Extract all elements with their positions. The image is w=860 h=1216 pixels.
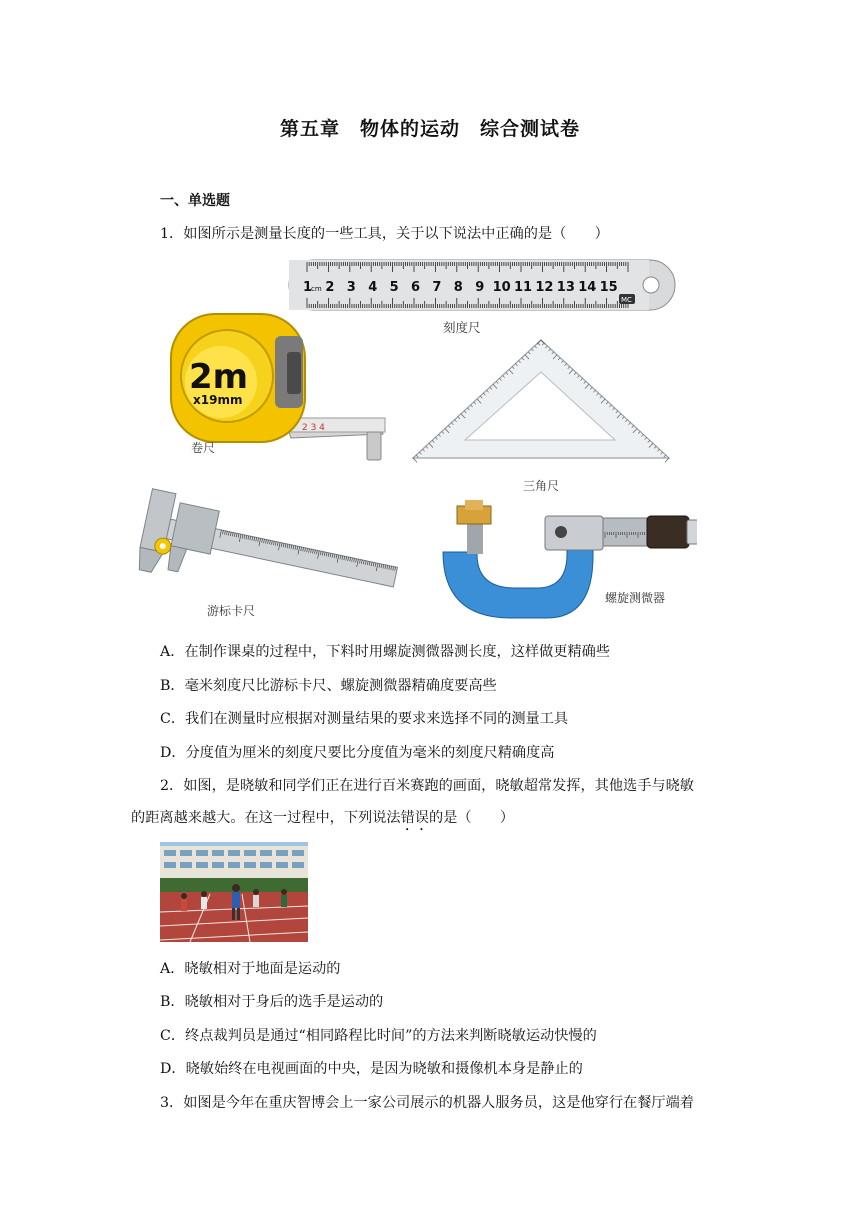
page-title: 第五章 物体的运动 综合测试卷 (279, 118, 580, 140)
tape-measure (171, 314, 385, 460)
caliper-caption: 游标卡尺 (207, 604, 256, 618)
ruler-caption: 刻度尺 (443, 320, 481, 335)
vernier-caliper (135, 489, 402, 622)
ruler-number: 12 (535, 280, 554, 295)
ruler-number: 6 (411, 280, 421, 295)
question-1-option-b: B．毫米刻度尺比游标卡尺、螺旋测微器精确度要高些 (160, 678, 497, 694)
triangle-caption: 三角尺 (523, 479, 560, 493)
question-2-stem-line-2 (131, 808, 514, 834)
question-1-option-c: C．我们在测量时应根据对测量结果的要求来选择不同的测量工具 (160, 711, 569, 727)
question-2-option-d: D．晓敏始终在电视画面的中央，是因为晓敏和摄像机本身是静止的 (160, 1061, 583, 1077)
tape-blade-digits: 2 3 4 (302, 423, 325, 433)
scale-tick (665, 458, 669, 462)
ruler-first-number: 1 (303, 280, 313, 295)
ruler-number: 4 (368, 280, 378, 295)
question-2-emphasis: 错误 (400, 810, 429, 826)
ruler-number: 11 (514, 280, 533, 295)
ruler-number: 15 (599, 280, 618, 295)
ruler-unit: cm (311, 285, 322, 293)
micrometer-caption: 螺旋测微器 (605, 591, 666, 605)
question-2-stem-before: 的距离越来越大。在这一过程中，下列说法 (131, 810, 401, 826)
measuring-tools-illustration (127, 256, 697, 634)
ruler-brand-logo: MC (621, 296, 632, 304)
steel-ruler (289, 260, 675, 310)
question-2-option-a: A．晓敏相对于地面是运动的 (160, 961, 341, 977)
question-1-stem: 1．如图所示是测量长度的一些工具，关于以下说法中正确的是（ ） (160, 226, 609, 242)
race-photo-illustration (160, 842, 308, 942)
ruler-number: 2 (325, 280, 335, 295)
ruler-number: 14 (578, 280, 597, 295)
ruler-number: 13 (556, 280, 575, 295)
ruler-number: 3 (346, 280, 356, 295)
ruler-number: 8 (453, 280, 463, 295)
question-2-stem-line-1: 2．如图，是晓敏和同学们正在进行百米赛跑的画面，晓敏超常发挥，其他选手与晓敏 (160, 778, 694, 794)
ruler-number: 10 (492, 280, 511, 295)
ruler-number: 7 (432, 280, 442, 295)
ruler-number: 9 (475, 280, 485, 295)
question-3-stem-line-1: 3．如图是今年在重庆智博会上一家公司展示的机器人服务员，这是他穿行在餐厅端着 (160, 1095, 694, 1111)
section-heading: 一、单选题 (160, 193, 230, 209)
question-2-stem-after: 的是（ ） (428, 810, 515, 826)
scale-tick (413, 458, 417, 462)
tape-size-label: 2m (189, 357, 249, 397)
race-photo (160, 842, 308, 942)
ruler-number: 5 (389, 280, 399, 295)
measuring-tools-figure (127, 256, 697, 634)
question-2-option-b: B．晓敏相对于身后的选手是运动的 (160, 994, 384, 1010)
question-1-option-a: A．在制作课桌的过程中，下料时用螺旋测微器测长度，这样做更精确些 (160, 644, 611, 660)
tape-caption: 卷尺 (191, 441, 216, 455)
question-1-option-d: D．分度值为厘米的刻度尺要比分度值为毫米的刻度尺精确度高 (160, 745, 555, 761)
set-square-triangle (413, 340, 669, 462)
question-2-option-c: C．终点裁判员是通过“相同路程比时间”的方法来判断晓敏运动快慢的 (160, 1028, 597, 1044)
tape-width-label: x19mm (193, 393, 243, 407)
